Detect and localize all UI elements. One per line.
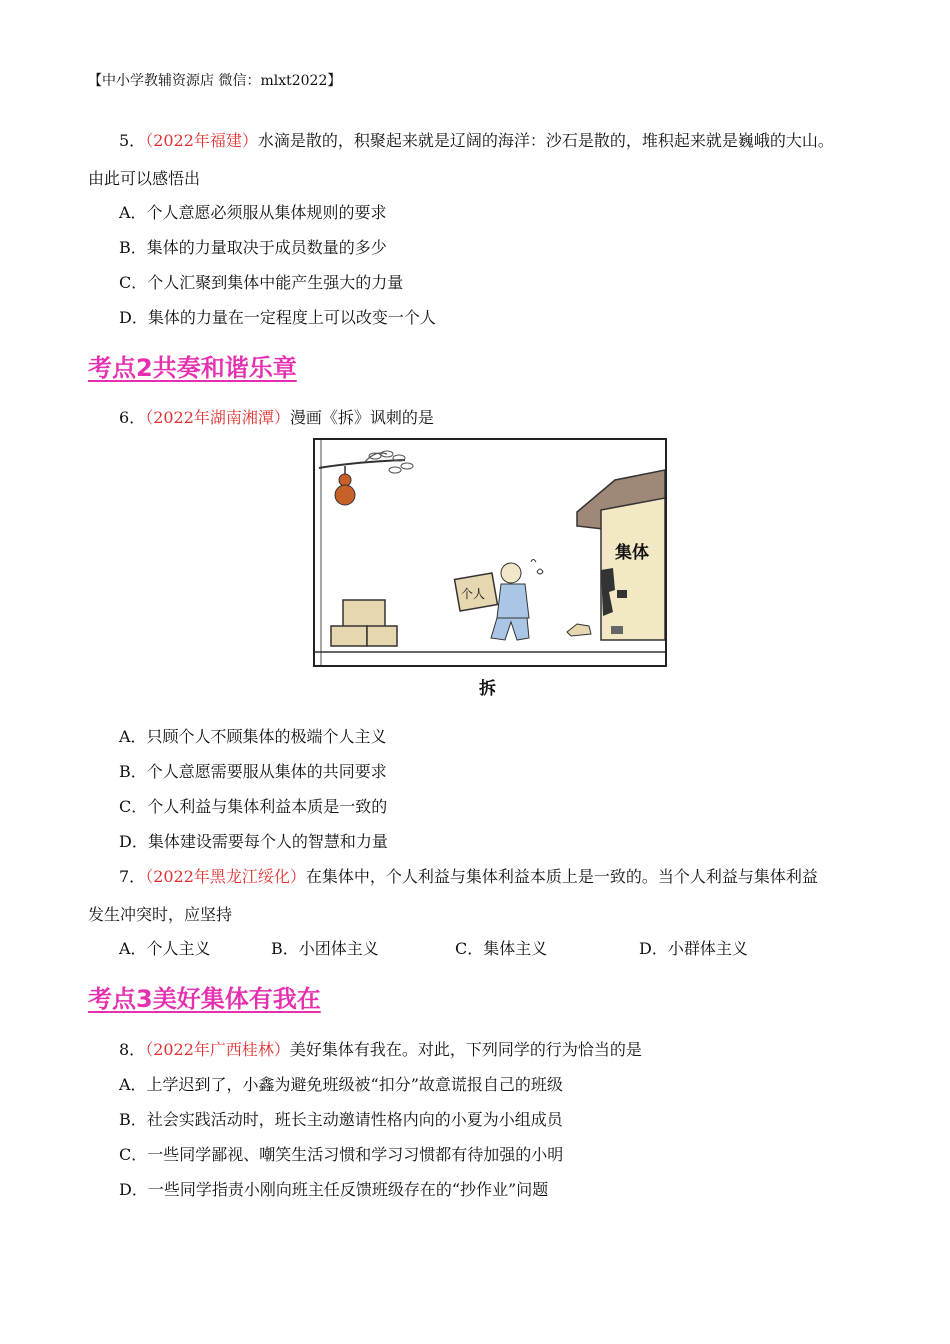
- q6-option-a: A．只顾个人不顾集体的极端个人主义: [119, 727, 387, 746]
- q5-stem-line1: [119, 128, 834, 151]
- collective-house: [577, 470, 665, 640]
- stone-blocks: [331, 600, 397, 646]
- q5-option-d: D．集体的力量在一定程度上可以改变一个人: [119, 308, 436, 327]
- q6-option-b: B．个人意愿需要服从集体的共同要求: [119, 762, 387, 781]
- q7-stem-line2: 发生冲突时，应坚持: [88, 905, 233, 924]
- section-2-heading: 考点2共奏和谐乐章: [88, 354, 297, 382]
- cartoon-drawing: [315, 440, 665, 665]
- q8-option-c: C．一些同学鄙视、嘲笑生活习惯和学习习惯都有待加强的小明: [119, 1145, 564, 1164]
- q5-number: 5．: [119, 131, 146, 150]
- house-label: 集体: [615, 543, 649, 563]
- q8-option-b: B．社会实践活动时，班长主动邀请性格内向的小夏为小组成员: [119, 1110, 563, 1129]
- q5-source: （2022年福建）: [145, 131, 258, 150]
- q5-option-a: A．个人意愿必须服从集体规则的要求: [119, 203, 387, 222]
- q5-stem: 水滴是散的，积聚起来就是辽阔的海洋：沙石是散的，堆积起来就是巍峨的大山。: [257, 131, 834, 150]
- box-label: 个人: [461, 587, 486, 601]
- q7-option-b: B．小团体主义: [271, 939, 379, 958]
- q7-stem-line1: [119, 864, 818, 887]
- q5-option-b: B．集体的力量取决于成员数量的多少: [119, 238, 387, 257]
- q6-option-d: D．集体建设需要每个人的智慧和力量: [119, 832, 388, 851]
- cartoon-caption: 拆: [479, 679, 496, 699]
- q8-stem: 美好集体有我在。对此，下列同学的行为恰当的是: [289, 1040, 642, 1059]
- cartoon-figure: [313, 438, 667, 667]
- q8-option-a: A．上学迟到了，小鑫为避免班级被“扣分”故意谎报自己的班级: [119, 1075, 563, 1094]
- q6-stem-line: [119, 405, 434, 428]
- q7-stem: 在集体中，个人利益与集体利益本质上是一致的。当个人利益与集体利益: [305, 867, 818, 886]
- q8-source: （2022年广西桂林）: [145, 1040, 290, 1059]
- q6-source: （2022年湖南湘潭）: [145, 408, 290, 427]
- gourd-branch: [319, 451, 413, 505]
- section-3-heading: 考点3美好集体有我在: [88, 985, 321, 1013]
- q7-option-d: D．小群体主义: [639, 939, 748, 958]
- q6-number: 6．: [119, 408, 146, 427]
- q7-option-c: C．集体主义: [455, 939, 548, 958]
- q6-stem: 漫画《拆》讽刺的是: [289, 408, 434, 427]
- q7-source: （2022年黑龙江绥化）: [145, 867, 306, 886]
- q6-option-c: C．个人利益与集体利益本质是一致的: [119, 797, 388, 816]
- q7-number: 7．: [119, 867, 146, 886]
- q5-stem-line2: 由此可以感悟出: [88, 169, 201, 188]
- q8-number: 8．: [119, 1040, 146, 1059]
- q5-option-c: C．个人汇聚到集体中能产生强大的力量: [119, 273, 404, 292]
- q8-stem-line: [119, 1037, 642, 1060]
- small-rock: [567, 624, 591, 636]
- q8-option-d: D．一些同学指责小刚向班主任反馈班级存在的“抄作业”问题: [119, 1180, 549, 1199]
- q7-option-a: A．个人主义: [119, 939, 211, 958]
- page-header: 【中小学教辅资源店 微信：mlxt2022】: [88, 73, 342, 89]
- person-carrying-box: [455, 560, 543, 641]
